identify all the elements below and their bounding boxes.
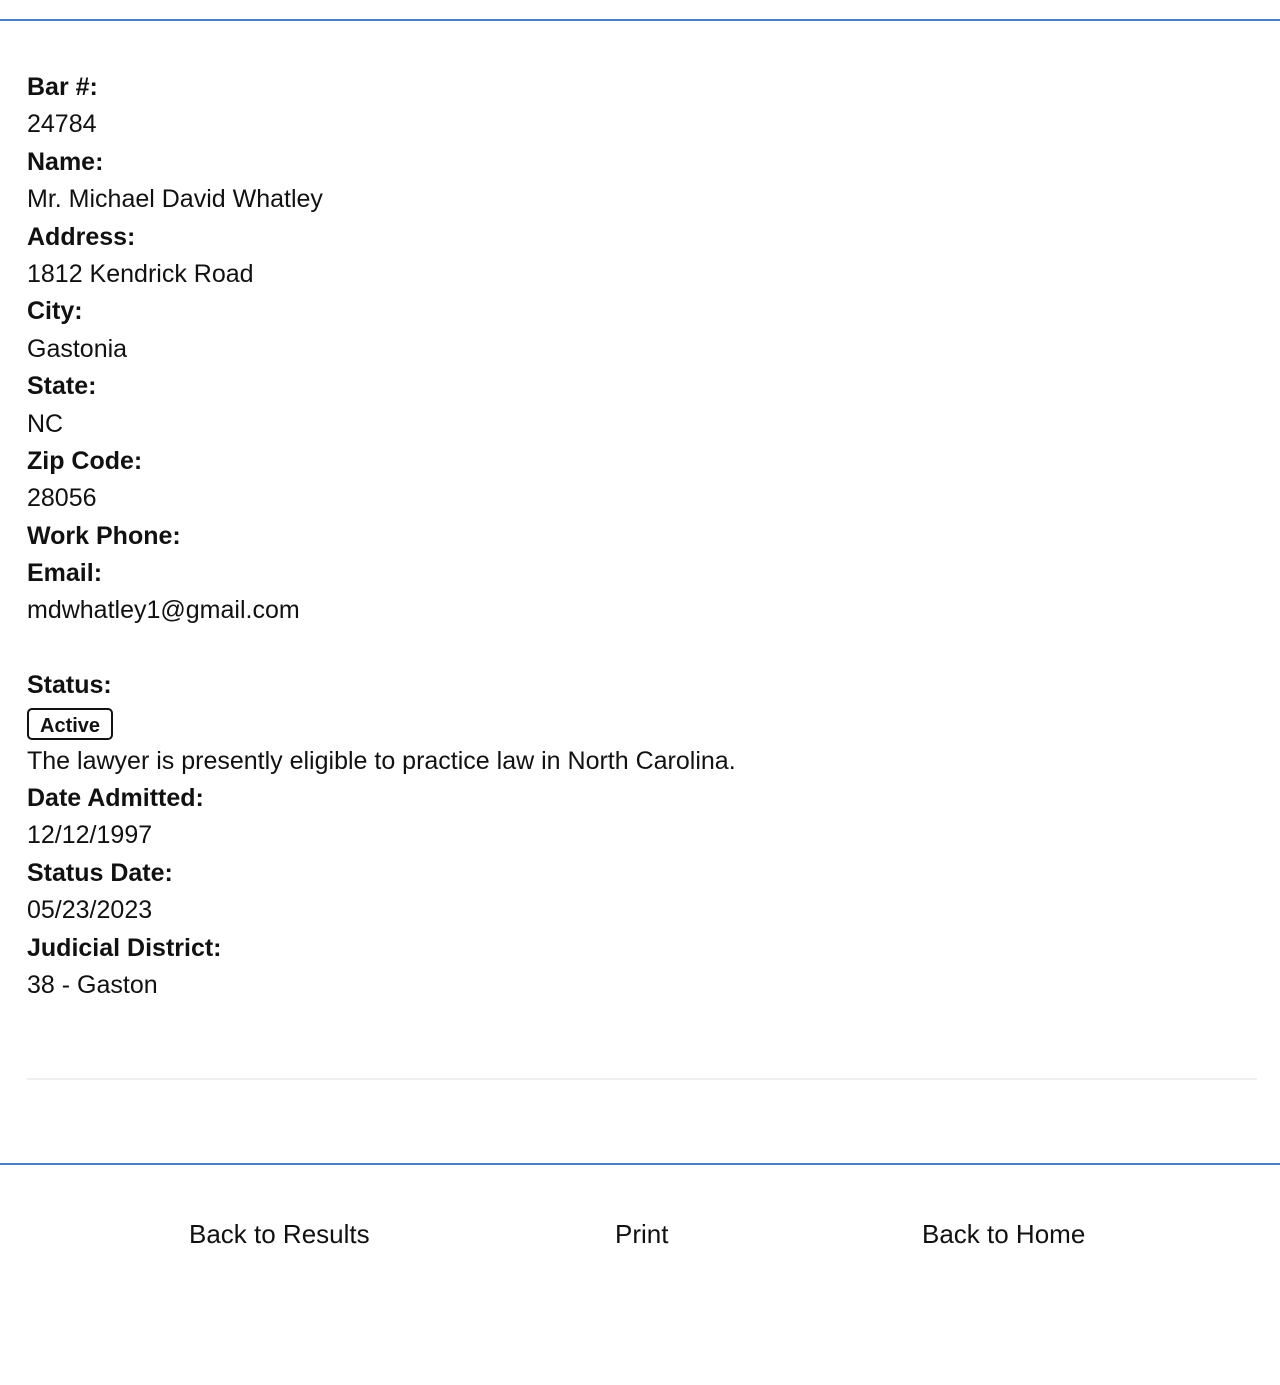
date-admitted-value: 12/12/1997: [27, 821, 153, 850]
back-to-results-link[interactable]: Back to Results: [189, 1219, 370, 1249]
status-date-label: Status Date:: [27, 858, 173, 887]
state-value: NC: [27, 409, 64, 438]
bar-number-label: Bar #:: [27, 73, 98, 101]
zip-code-value: 28056: [27, 484, 97, 513]
status-badge: Active: [27, 708, 113, 740]
name-value: Mr. Michael David Whatley: [27, 185, 323, 214]
top-divider: [0, 19, 1280, 21]
date-admitted-label: Date Admitted:: [27, 784, 204, 813]
address-label: Address:: [27, 222, 136, 251]
city-label: City:: [27, 297, 83, 326]
zip-code-label: Zip Code:: [27, 446, 143, 475]
status-badge-row: [27, 705, 1247, 743]
city-value: Gastonia: [27, 334, 128, 363]
footer-divider: [0, 1163, 1280, 1165]
judicial-district-value: 38 - Gaston: [27, 970, 158, 999]
back-to-home-link[interactable]: Back to Home: [922, 1219, 1086, 1249]
email-value: mdwhatley1@gmail.com: [27, 596, 300, 625]
section-spacer: [27, 630, 1247, 667]
print-link[interactable]: Print: [615, 1219, 669, 1249]
judicial-district-label: Judicial District:: [27, 933, 222, 962]
footer-navigation: [0, 1214, 1280, 1254]
content-divider: [27, 1078, 1257, 1080]
state-label: State:: [27, 372, 97, 401]
name-label: Name:: [27, 147, 104, 176]
status-date-value: 05/23/2023: [27, 896, 153, 925]
status-description: The lawyer is presently eligible to practice law in North Carolina.: [27, 746, 736, 775]
bar-number-value: 24784: [27, 110, 97, 139]
work-phone-label: Work Phone:: [27, 521, 181, 550]
status-label: Status:: [27, 671, 112, 700]
email-label: Email:: [27, 559, 103, 588]
address-value: 1812 Kendrick Road: [27, 259, 254, 288]
lawyer-details: [27, 69, 1247, 1004]
